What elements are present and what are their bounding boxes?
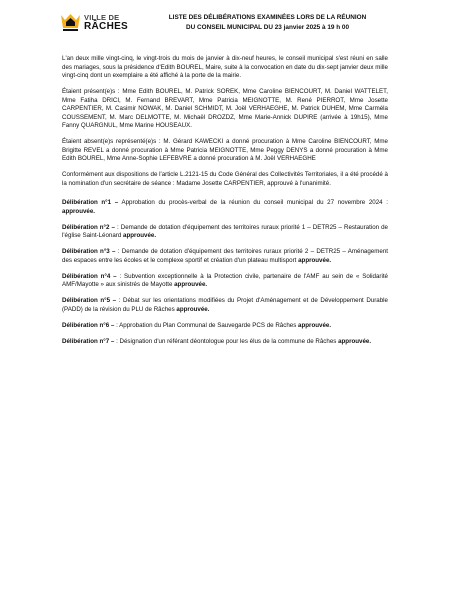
deliberation-text: : Subvention exceptionnelle à la Protection civile, partenaire de l'AMF au sein de « Solidarité AMF/Mayotte » aux sinistrés de Mayotte <box>62 272 388 288</box>
deliberation-item <box>62 338 388 347</box>
deliberation-item <box>62 297 388 314</box>
deliberation-text: Approbation du procès-verbal de la réunion du conseil municipal du 27 novembre 2024 : <box>118 199 388 206</box>
deliberation-text: : Débat sur les orientations modifiées du Projet d'Aménagement et de Développement Durable (PADD) de la révision du PLU de Râches <box>62 297 388 313</box>
crown-logo-icon <box>60 12 81 32</box>
deliberation-number: Délibération n°4 – <box>62 272 117 280</box>
deliberation-status: approuvée. <box>338 337 372 345</box>
deliberation-status: approuvée. <box>174 281 208 288</box>
deliberations-list <box>62 199 388 346</box>
deliberation-status: approuvée. <box>298 256 332 264</box>
deliberation-number: Délibération n°7 – <box>62 337 115 345</box>
intro-paragraph: L'an deux mille vingt-cinq, le vingt-trois du mois de janvier à dix-neuf heures, le conseil municipal s'est réuni en salle des mariages, sous la présidence d'Edith BOUREL, Maire, suite à la convocation en date du dix-sept janvier deux mille vingt-cinq dont un exemplaire a été affiché à la porte de la mairie. <box>62 55 388 79</box>
deliberation-number: Délibération n°6 – <box>62 321 115 329</box>
deliberation-number: Délibération n°1 – <box>62 199 119 206</box>
deliberation-status: approuvée. <box>123 232 157 239</box>
title-line-2: DU CONSEIL MUNICIPAL DU 23 janvier 2025 à 19 h 00 <box>185 24 350 31</box>
deliberation-item <box>62 248 388 265</box>
deliberation-item <box>62 199 388 216</box>
absents-paragraph: Étaient absent(e)s représenté(e)s : M. Gérard KAWECKI a donné procuration à Mme Caroline BIENCOURT, Mme Brigitte REVEL a donné procuration à Mme Patricia MEIGNOTTE, Mme Peggy DENYS a donné procuration à Mme Edith BOUREL, Mme Anne-Sophie LEFEBVRE a donné procuration à M. Joël VERHAEGHE <box>62 138 388 162</box>
deliberation-item <box>62 273 388 290</box>
deliberation-text: : Demande de dotation d'équipement des territoires ruraux priorité 1 – DETR25 – Restauration de l'église Saint-Léonard <box>62 223 388 239</box>
deliberation-status: approuvée. <box>176 305 210 313</box>
deliberation-number: Délibération n°5 – <box>62 297 117 304</box>
deliberation-text: : Désignation d'un référant déontologue pour les élus de la commune de Râches <box>114 337 339 345</box>
secretary-paragraph: Conformément aux dispositions de l'article L.2121-15 du Code Général des Collectivités Territoriales, il a été procédé à la nomination d'un secrétaire de séance : Madame Josette CARPENTIER, approuvé à l'unanimité. <box>62 171 388 187</box>
deliberation-item <box>62 224 388 241</box>
deliberation-text: : Demande de dotation d'équipement des territoires ruraux priorité 2 – DETR25 – Aménagement des espaces entre les écoles et le complexe sportif et création d'un plateau multisport <box>62 248 388 264</box>
title-line-1: LISTE DES DÉLIBÉRATIONS EXAMINÉES LORS DE LA RÉUNION <box>168 14 367 21</box>
document-body <box>62 55 388 354</box>
deliberation-item <box>62 322 388 331</box>
document-title <box>150 13 385 33</box>
town-logo <box>60 12 128 32</box>
deliberation-number: Délibération n°2 – <box>62 223 115 231</box>
logo-big-text: RÂCHES <box>84 20 129 32</box>
logo-small-text: VILLE DE <box>84 12 120 22</box>
deliberation-status: approuvée. <box>298 321 332 329</box>
deliberation-text: : Approbation du Plan Communal de Sauvegarde PCS de Râches <box>114 321 299 329</box>
deliberation-number: Délibération n°3 – <box>62 248 116 255</box>
presents-paragraph: Étaient présent(e)s : Mme Edith BOUREL, M. Patrick SOREK, Mme Caroline BIENCOURT, M. Daniel WATTELET, Mme Fatiha DRICI, M. Fernand BREVART, Mme Patricia MEIGNOTTE, M. René PIERROT, Mme Josette CARPENTIER, M. Casimir NOWAK, M. Daniel SCHMIDT, M. Joël VERHAEGHE, M. Patrick DUHEM, Mme Carméla COUSSEMENT, M. Marc DELMOTTE, M. Michaël DROZDZ, Mme Marie-Annick DUPIRE (arrivée à 19h15), Mme Fanny QUARGNUL, Mme Marine HOUSEAUX. <box>62 88 388 129</box>
deliberation-status: approuvée. <box>62 207 96 215</box>
